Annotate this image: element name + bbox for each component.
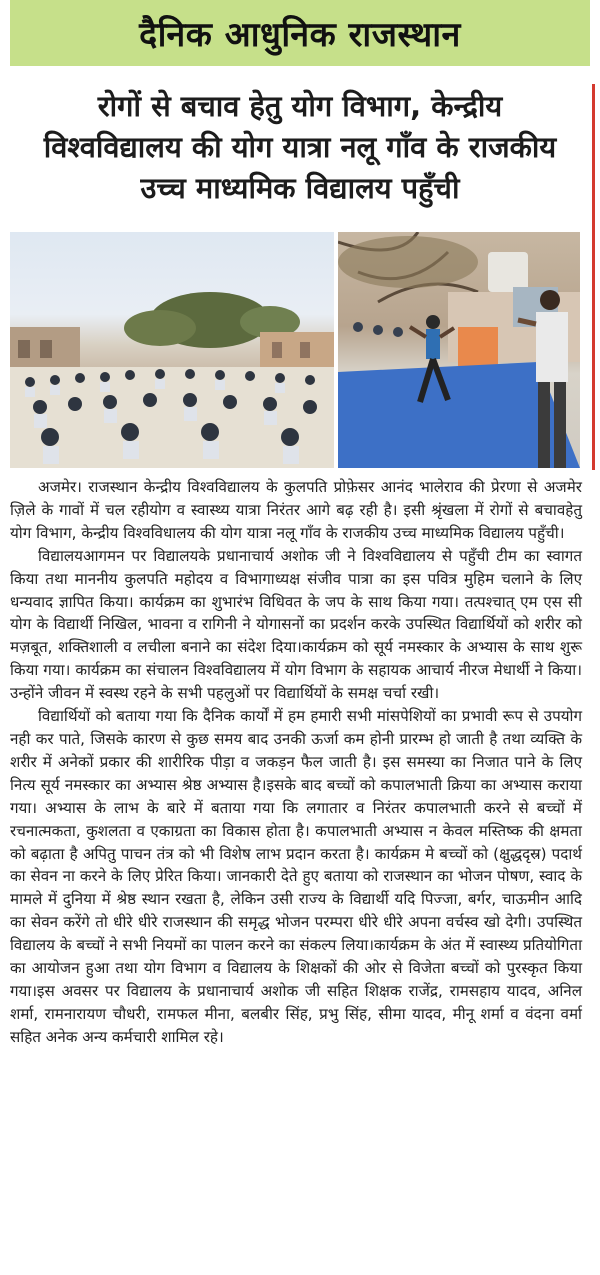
newspaper-title: दैनिक आधुनिक राजस्थान [139, 15, 461, 55]
article-paragraph-1: अजमेर। राजस्थान केन्द्रीय विश्वविद्यालय के कुलपति प्रोफ़ेसर आनंद भालेराव की प्रेरणा से अजमेर ज़िले के गावों में चल रहीयोग व स्वास्थ्य यात्रा निरंतर आगे बढ़ रही है। इसी श्रृंखला में रोगों से बचावहेतु योग विभाग, केन्द्रीय विश्वविधालय की योग यात्रा नलू गाँव के राजकीय उच्च माध्यमिक विद्यालय पहुँची। [10, 478, 582, 542]
article-photos [10, 232, 580, 468]
newspaper-masthead [10, 0, 590, 66]
column-rule [592, 84, 595, 470]
article-paragraph-2: विद्यालयआगमन पर विद्यालयके प्रधानाचार्य अशोक जी ने विश्वविद्यालय से पहुँची टीम का स्वागत किया तथा माननीय कुलपति महोदय व विभागाध्यक्ष संजीव पात्रा का इस पवित्र मुहिम चलाने के लिए धन्यवाद ज्ञापित किया। कार्यक्रम का शुभारंभ विधिवत के जप के साथ किया गया। तत्पश्चात् एम एस सी योग के विद्यार्थी निखिल, भावना व रागिनी ने योगासनों का प्रदर्शन करके उपस्थित विद्यार्थियों को शरीर को मज़बूत, शक्तिशाली व लचीला बनाने का संदेश दिया।कार्यक्रम को सूर्य नमस्कार के अभ्यास के साथ शुरू किया गया। कार्यक्रम का संचालन विश्वविद्यालय में योग विभाग के सहायक आचार्य नीरज मेधार्थी ने किया। उन्होंने जीवन में स्वस्थ रहने के सभी पहलुओं पर विद्यार्थियों के समक्ष चर्चा रखी। [10, 546, 582, 703]
headline-line-1: रोगों से बचाव हेतु योग विभाग, केन्द्रीय [97, 89, 503, 123]
photo-yoga-demonstration [338, 232, 580, 468]
article-paragraph-3: विद्यार्थियों को बताया गया कि दैनिक कार्यों में हम हमारी सभी मांसपेशियों का प्रभावी रूप से उपयोग नही कर पाते, जिसके कारण से कुछ समय बाद उनकी ऊर्जा कम होनी प्रारम्भ हो जाती है तथा व्यक्ति के शरीर में अनेकों प्रकार की शारीरिक पीड़ा व जकड़न फैल जाती है। इस समस्या का निजात पाने के लिए नित्य सूर्य नमस्कार का अभ्यास श्रेष्ठ अभ्यास है।इसके बाद बच्चों को कपालभाती क्रिया का अभ्यास कराया गया। अभ्यास के लाभ के बारे में बताया गया कि लगातार व निरंतर कपालभाती करने से बच्चों में रचनात्मकता, कुशलता व एकाग्रता का विकास होता है। कपालभाती अभ्यास न केवल मस्तिष्क की क्षमता को बढ़ाता है अपितु पाचन तंत्र को भी विशेष लाभ प्रदान करता है। कार्यक्रम मे बच्चों को (क्षुद्धदृस्र) पदार्थ का सेवन ना करने के लिए प्रेरित किया। जानकारी देते हुए बताया को राजस्थान का भोजन पोषण, स्वाद के मामले में दुनिया में श्रेष्ठ स्थान रखता है, लेकिन उसी राज्य के विद्यार्थी यदि पिज्जा, बर्गर, चाऊमीन आदि का सेवन करेंगे तो धीरे धीरे राजस्थान की समृद्ध भोजन परम्परा धीरे धीरे अपना वर्चस्व खो देगी। उपस्थित विद्यालय के बच्चों ने सभी नियमों का पालन करने का संकल्प लिया।कार्यक्रम के अंत में स्वास्थ्य प्रतियोगिता का आयोजन हुआ तथा योग विभाग व विद्यालय के शिक्षकों की ओर से विजेता बच्चों को पुरस्कृत किया गया।इस अवसर पर विद्यालय के प्रधानाचार्य अशोक जी सहित शिक्षक राजेंद्र, रामसहाय यादव, अनिल शर्मा, रामनारायण चौधरी, रामफल मीना, बलबीर सिंह, प्रभु सिंह, सीमा यादव, मीनू शर्मा व वंदना वर्मा सहित अनेक अन्य कर्मचारी शामिल रहे। [10, 707, 582, 1046]
headline-line-3: उच्च माध्यमिक विद्यालय पहुँची [140, 171, 460, 205]
article-body [10, 476, 582, 1049]
photo-students-courtyard [10, 232, 334, 468]
article-headline [10, 86, 590, 209]
headline-line-2: विश्वविद्यालय की योग यात्रा नलू गाँव के राजकीय [43, 130, 557, 164]
